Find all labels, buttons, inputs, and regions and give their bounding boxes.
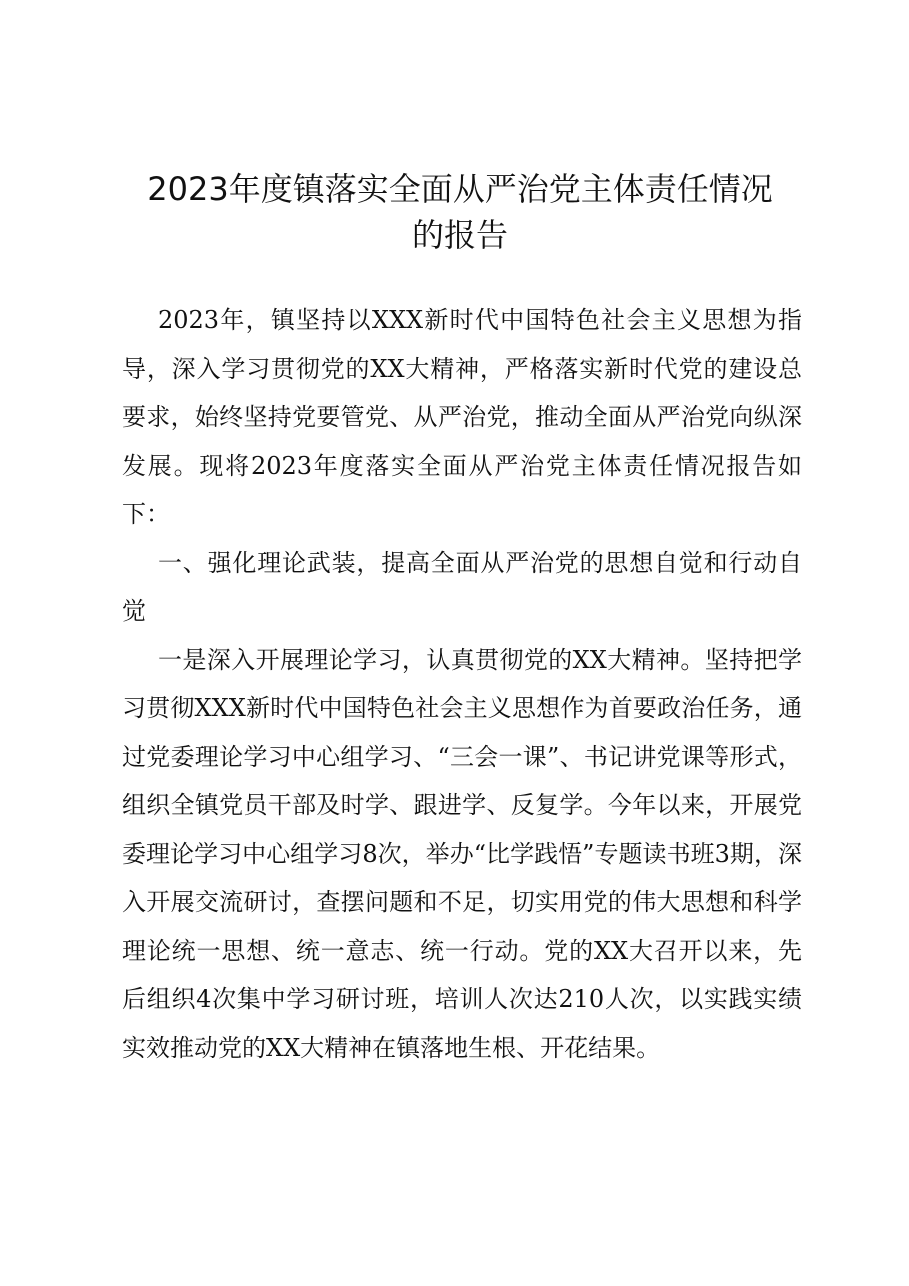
document-title <box>90 166 830 258</box>
section-heading-1: 一、强化理论武装，提高全面从严治党的思想自觉和行动自觉 <box>122 548 802 625</box>
title-line-1: 2023年度镇落实全面从严治党主体责任情况 <box>147 170 773 208</box>
title-line-2: 的报告 <box>411 216 508 254</box>
body-paragraph: 一是深入开展理论学习，认真贯彻党的XX大精神。坚持把学习贯彻XXX新时代中国特色社会主义思想作为首要政治任务，通过党委理论学习中心组学习、“三会一课”、书记讲党课等形式，组织全镇党员干部及时学、跟进学、反复学。今年以来，开展党委理论学习中心组学习8次，举办“比学践悟”专题读书班3期，深入开展交流研讨，查摆问题和不足，切实用党的伟大思想和科学理论统一思想、统一意志、统一行动。党的XX大召开以来，先后组织4次集中学习研讨班，培训人次达210人次，以实践实绩实效推动党的XX大精神在镇落地生根、开花结果。 <box>122 645 802 1062</box>
intro-paragraph: 2023年，镇坚持以XXX新时代中国特色社会主义思想为指导，深入学习贯彻党的XX大精神，严格落实新时代党的建设总要求，始终坚持党要管党、从严治党，推动全面从严治党向纵深发展。现将2023年度落实全面从严治党主体责任情况报告如下： <box>122 306 802 528</box>
document-body <box>122 296 802 1072</box>
